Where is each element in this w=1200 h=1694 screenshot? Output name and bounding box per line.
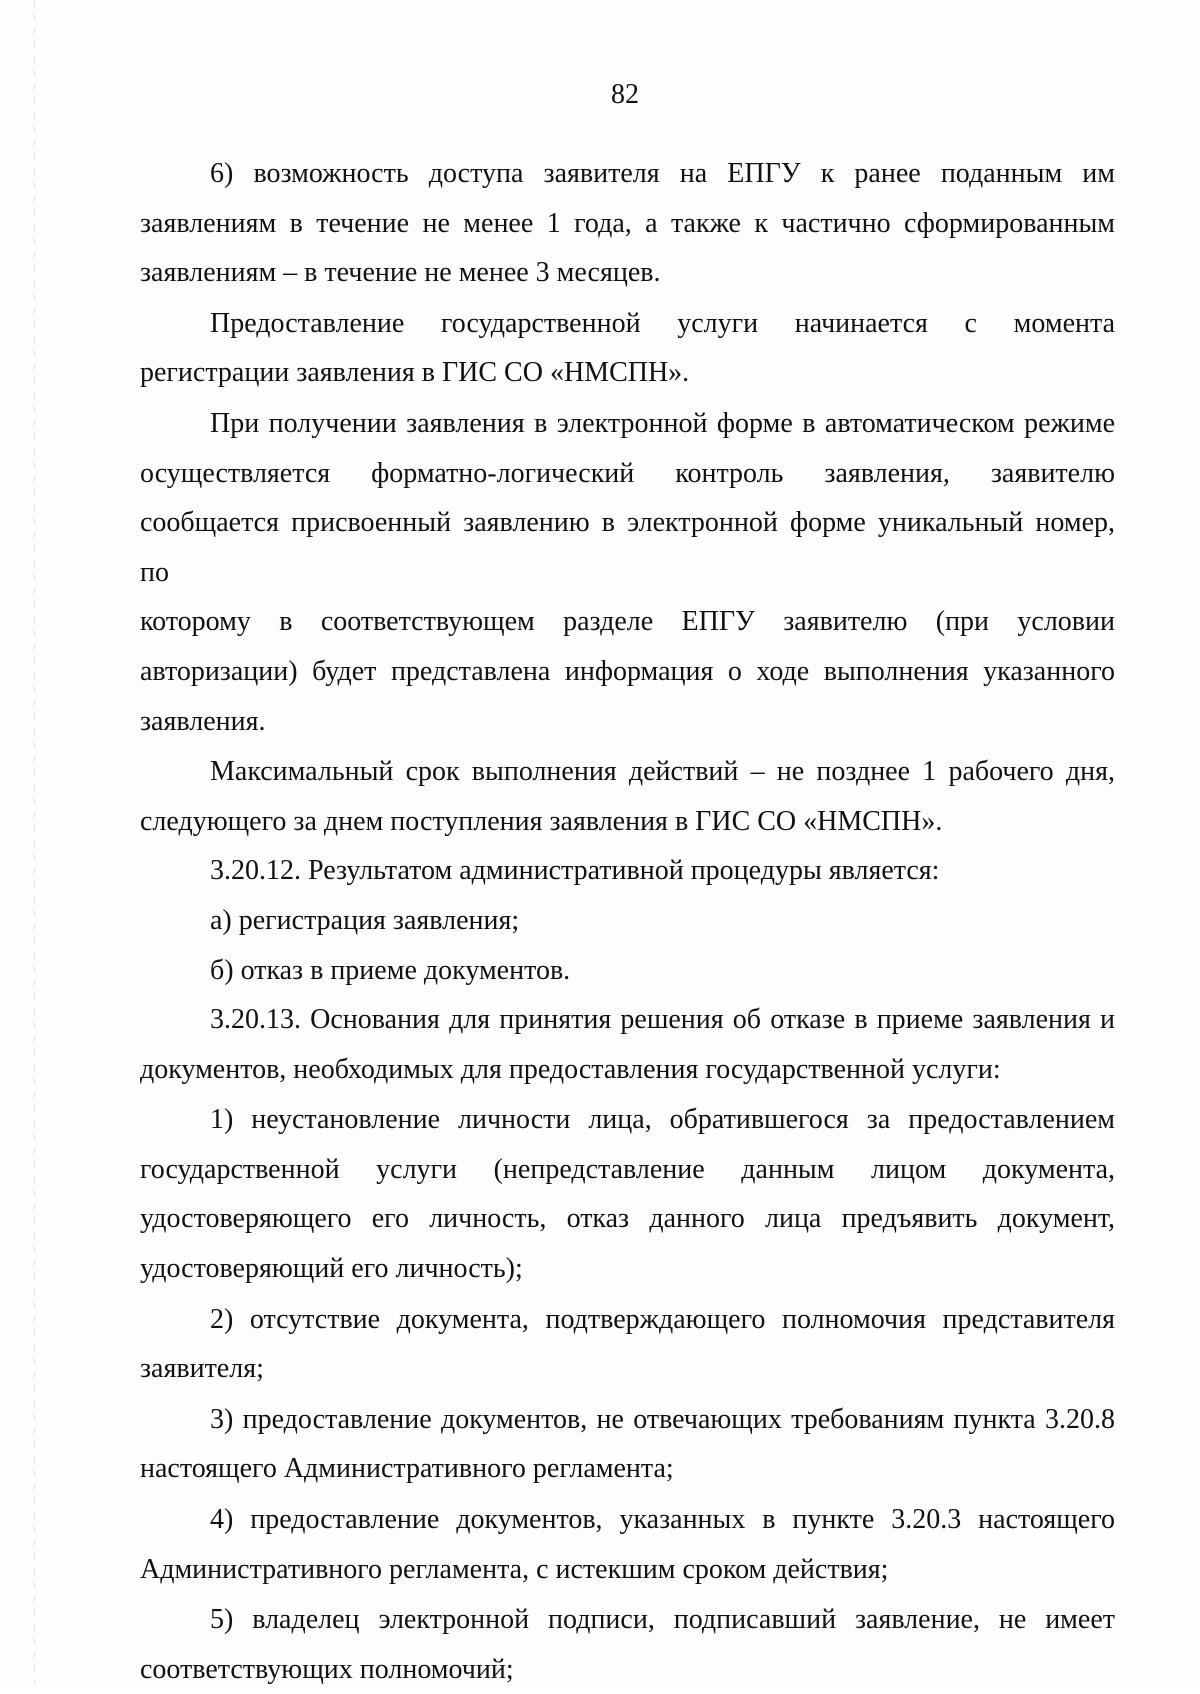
paragraph-line: осуществляется форматно-логический контроль заявления, заявителю	[140, 457, 1115, 489]
list-item-2-cont	[140, 1344, 1115, 1394]
paragraph-service-start	[140, 299, 1115, 349]
list-item-5	[140, 1595, 1115, 1645]
paragraph-line: заявлениям в течение не менее 1 года, а также к частично сформированным	[140, 207, 1115, 239]
paragraph-line: заявителя;	[140, 1353, 264, 1385]
page-number: 82	[611, 79, 639, 110]
paragraph-line: Максимальный срок выполнения действий – не позднее 1 рабочего дня,	[210, 756, 1115, 788]
paragraph-line: 3) предоставление документов, не отвечающих требованиям пункта 3.20.8	[210, 1403, 1115, 1435]
paragraph-3-20-12	[140, 846, 1115, 896]
paragraph-line: авторизации) будет представлена информация о ходе выполнения указанного	[140, 655, 1115, 687]
paragraph-line: 3.20.12. Результатом административной процедуры является:	[210, 855, 940, 887]
paragraph-max-term	[140, 747, 1115, 797]
paragraph-line: а) регистрация заявления;	[210, 904, 520, 936]
paragraph-line: регистрации заявления в ГИС СО «НМСПН».	[140, 357, 690, 389]
paragraph-line: заявлениям – в течение не менее 3 месяцев.	[140, 257, 661, 289]
paragraph-line: сообщается присвоенный заявлению в электронной форме уникальный номер, по	[140, 507, 1115, 588]
list-item-1-cont	[140, 1145, 1115, 1294]
list-item-3	[140, 1395, 1115, 1445]
list-item-4	[140, 1495, 1115, 1545]
paragraph-3-20-13	[140, 995, 1115, 1045]
paragraph-line: удостоверяющего его личность, отказ данного лица предъявить документ,	[140, 1203, 1115, 1235]
paragraph-line: При получении заявления в электронной форме в автоматическом режиме	[210, 407, 1115, 439]
paragraph-line: б) отказ в приеме документов.	[210, 954, 571, 986]
paragraph-line: 5) владелец электронной подписи, подписавший заявление, не имеет	[210, 1604, 1115, 1636]
paragraph-line: государственной услуги (непредставление данным лицом документа,	[140, 1153, 1115, 1185]
paragraph-line: 6) возможность доступа заявителя на ЕПГУ к ранее поданным им	[210, 158, 1115, 189]
paragraph-line: Предоставление государственной услуги начинается с момента	[210, 307, 1115, 339]
paragraph-line: 3.20.13. Основания для принятия решения об отказе в приеме заявления и	[210, 1004, 1115, 1036]
paragraph-max-term-cont	[140, 797, 1115, 847]
list-item-a	[140, 896, 1115, 946]
paragraph-line: настоящего Административного регламента;	[140, 1453, 674, 1485]
paragraph-3-20-13-cont	[140, 1045, 1115, 1095]
paragraph-item-6-cont	[140, 199, 1115, 298]
paragraph-line: 1) неустановление личности лица, обратившегося за предоставлением	[210, 1104, 1115, 1136]
document-body	[140, 149, 1115, 1694]
paragraph-service-start-cont	[140, 348, 1115, 398]
paragraph-line: 4) предоставление документов, указанных в пункте 3.20.3 настоящего	[210, 1504, 1115, 1536]
list-item-1	[140, 1095, 1115, 1145]
list-item-b	[140, 946, 1115, 996]
list-item-5-cont	[140, 1645, 1115, 1694]
list-item-4-cont	[140, 1545, 1115, 1595]
paragraph-electronic-form-cont	[140, 449, 1115, 747]
paragraph-line: которому в соответствующем разделе ЕПГУ заявителю (при условии	[140, 606, 1115, 638]
list-item-2	[140, 1295, 1115, 1345]
paragraph-item-6	[140, 149, 1115, 199]
paragraph-line: документов, необходимых для предоставления государственной услуги:	[140, 1053, 1001, 1085]
paragraph-line: соответствующих полномочий;	[140, 1653, 514, 1685]
paragraph-electronic-form	[140, 399, 1115, 449]
paragraph-line: удостоверяющий его личность);	[140, 1253, 523, 1285]
paragraph-line: следующего за днем поступления заявления в ГИС СО «НМСПН».	[140, 805, 943, 837]
scan-edge-decoration	[34, 0, 35, 1685]
paragraph-line: Административного регламента, с истекшим сроком действия;	[140, 1553, 889, 1585]
list-item-3-cont	[140, 1444, 1115, 1494]
paragraph-line: заявления.	[140, 705, 266, 737]
paragraph-line: 2) отсутствие документа, подтверждающего полномочия представителя	[210, 1303, 1115, 1335]
